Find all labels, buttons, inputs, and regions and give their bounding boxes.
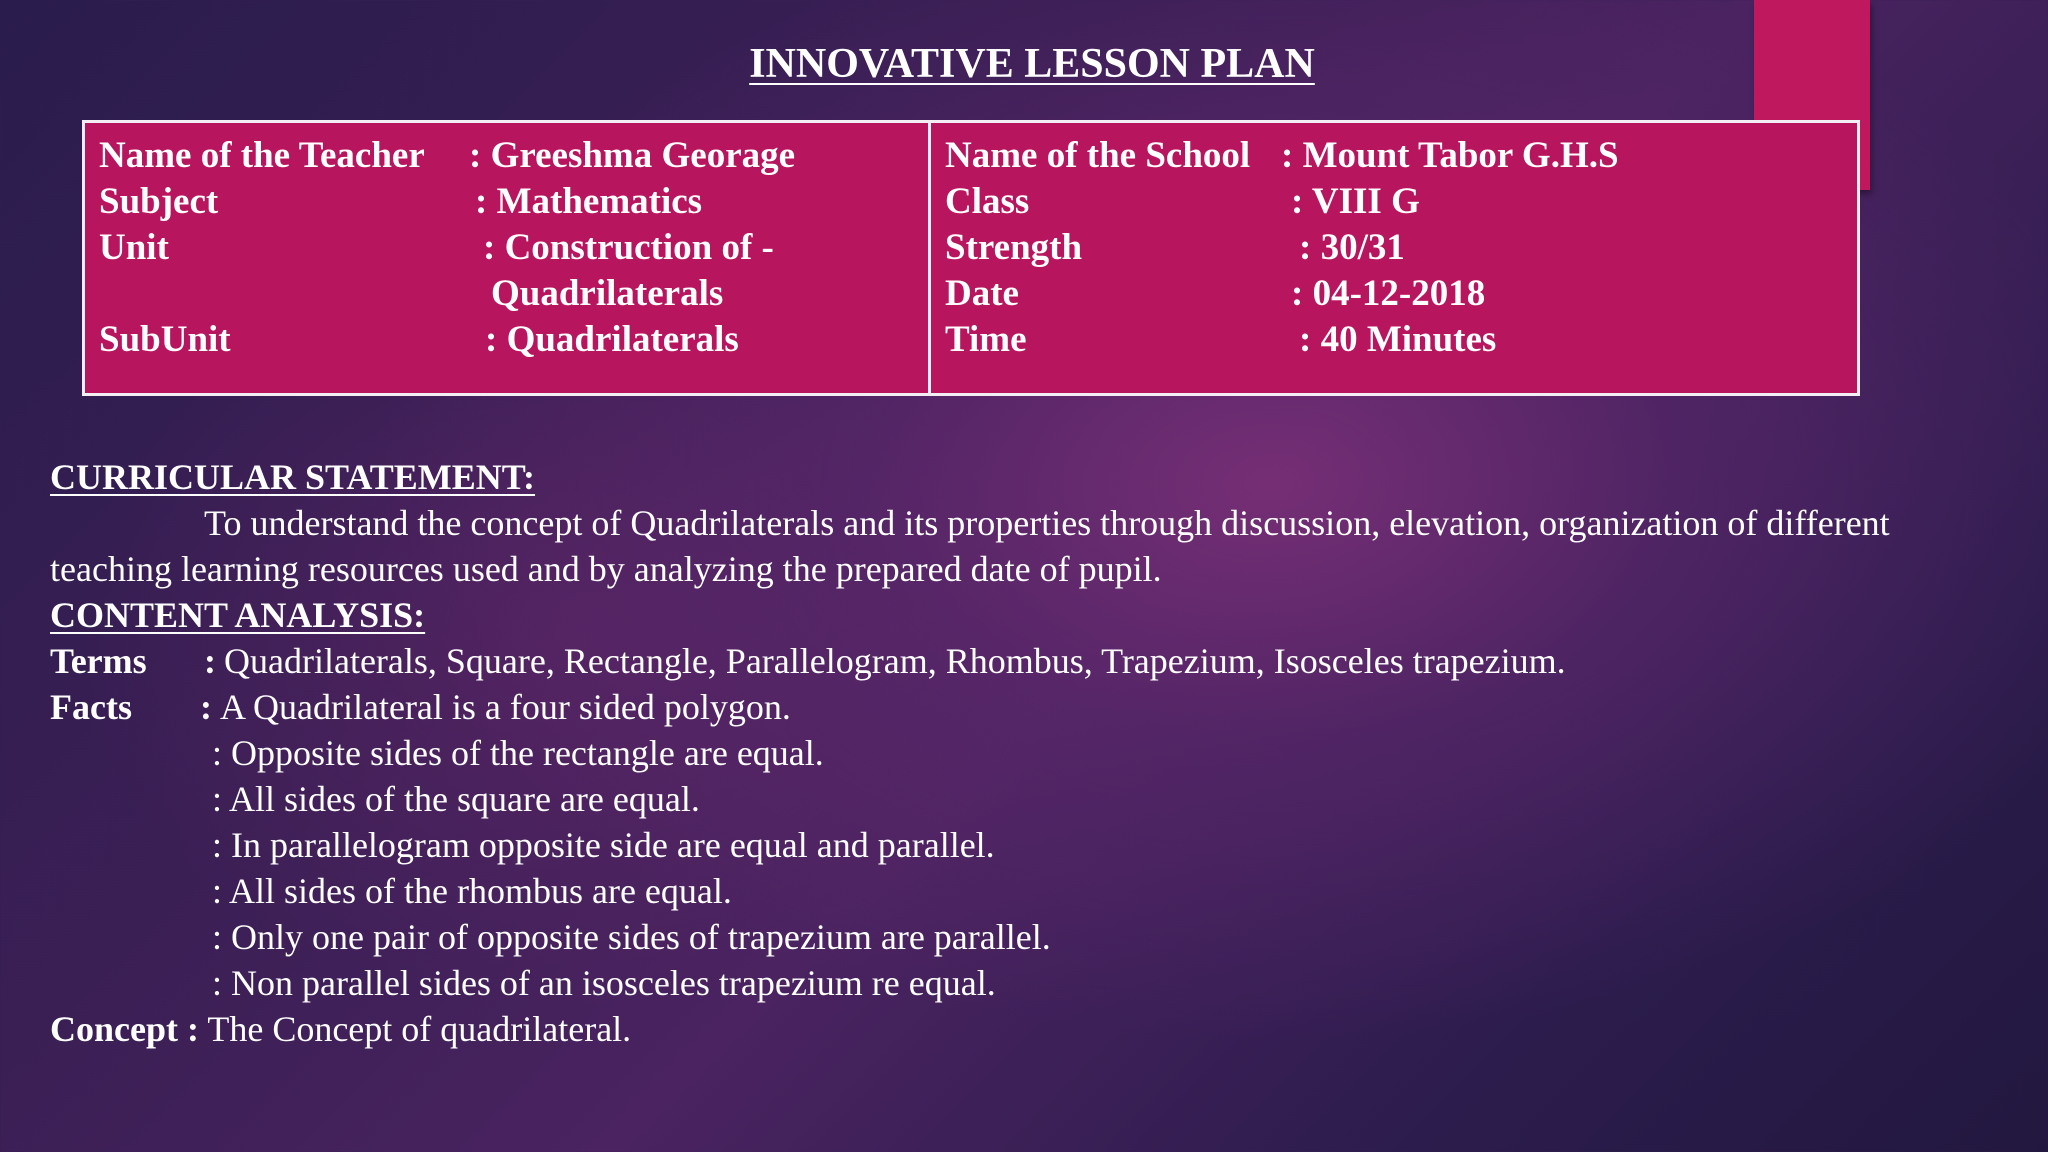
info-value: : Mathematics [475,181,703,222]
concept-row [50,1006,1890,1052]
curricular-statement-text: To understand the concept of Quadrilaterals and its properties through discussion, elevation, organization of different teaching learning resources used and by analyzing the prepared date of pupil. [50,503,1890,589]
lesson-info-table [82,120,1860,396]
info-row-date [945,271,1857,317]
info-row-subunit [99,317,928,363]
info-value: : Greeshma Georage [469,135,796,176]
fact-item: : In parallelogram opposite side are equal and parallel. [212,825,995,865]
info-label: Class [945,181,1030,222]
teacher-info-column [85,123,931,393]
info-label: Subject [99,181,219,222]
facts-label: Facts [50,687,132,727]
info-value: : 30/31 [1299,227,1405,268]
fact-item: : All sides of the rhombus are equal. [212,871,732,911]
info-value: : Mount Tabor G.H.S [1281,135,1619,176]
info-label: Name of the School [945,135,1251,176]
info-row-school [945,133,1857,179]
info-row-time [945,317,1857,363]
terms-label: Terms [50,641,147,681]
concept-value: The Concept of quadrilateral. [207,1009,632,1049]
facts-row [50,684,1890,730]
info-label [99,271,491,317]
info-value: : VIII G [1291,181,1420,222]
info-label: Date [945,273,1019,314]
info-row-subject [99,179,928,225]
fact-item: : Non parallel sides of an isosceles trapezium re equal. [212,963,996,1003]
info-label: Strength [945,227,1083,268]
fact-item: : Only one pair of opposite sides of trapezium are parallel. [212,917,1051,957]
info-value: : Construction of - [483,227,774,268]
fact-item: : Opposite sides of the rectangle are equal. [212,733,824,773]
content-analysis-heading: CONTENT ANALYSIS: [50,595,426,635]
info-label: Name of the Teacher [99,135,425,176]
info-value: Quadrilaterals [491,273,724,314]
lesson-content [50,454,1890,1052]
fact-item: : All sides of the square are equal. [212,779,700,819]
info-value: : 40 Minutes [1299,319,1497,360]
info-value: : Quadrilaterals [485,319,739,360]
info-row-class [945,179,1857,225]
concept-label: Concept : [50,1009,199,1049]
info-label: SubUnit [99,319,231,360]
info-row-teacher [99,133,928,179]
school-info-column [931,123,1857,393]
terms-value: Quadrilaterals, Square, Rectangle, Parallelogram, Rhombus, Trapezium, Isosceles trapezium. [224,641,1566,681]
facts-separator: : [200,687,212,727]
fact-item: A Quadrilateral is a four sided polygon. [220,687,791,727]
info-label: Time [945,319,1027,360]
curricular-statement-heading: CURRICULAR STATEMENT: [50,457,536,497]
terms-row [50,638,1890,684]
info-label: Unit [99,227,169,268]
terms-separator: : [204,641,216,681]
info-row-unit [99,225,928,271]
info-row-unit-continued [99,271,928,317]
info-value: : 04-12-2018 [1291,273,1486,314]
info-row-strength [945,225,1857,271]
page-title: INNOVATIVE LESSON PLAN [749,41,1315,87]
